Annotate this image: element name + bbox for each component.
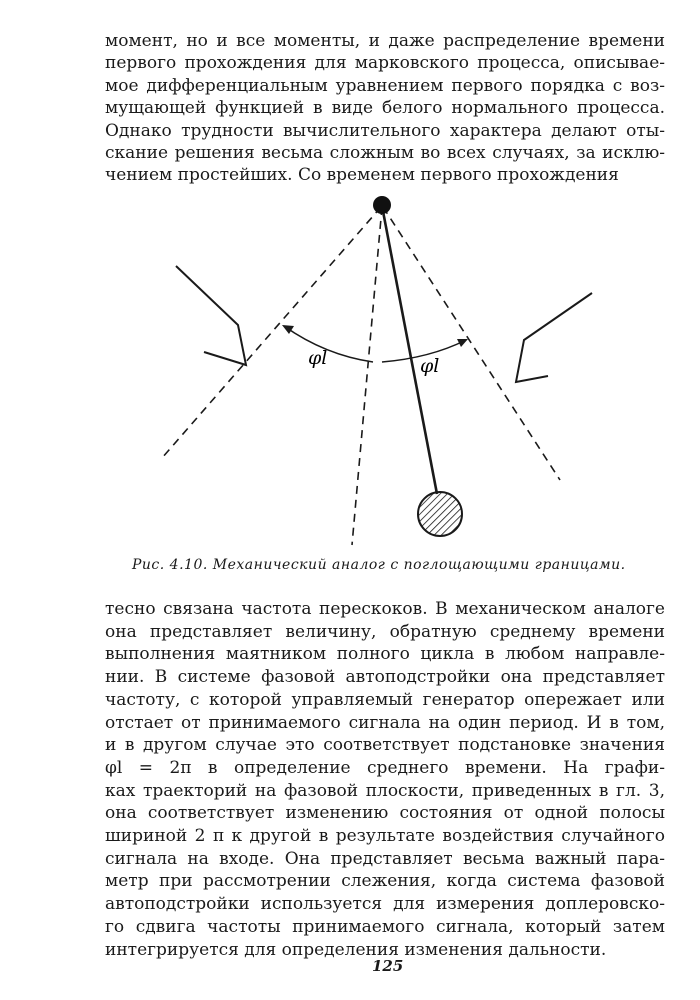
text-line: го сдвига частоты принимаемого сигнала, который затем	[105, 916, 665, 937]
text-line: она представляет величину, обратную среднему времени	[105, 621, 665, 642]
pendulum-figure	[100, 185, 700, 555]
angle-label-right: φl	[420, 355, 440, 377]
text-line: сигнала на входе. Она представляет весьма важный пара-	[105, 848, 665, 869]
text-line: нии. В системе фазовой автоподстройки она представляет	[105, 667, 665, 688]
pivot-point	[373, 196, 391, 214]
text-line: первого прохождения для марковского процесса, описывае-	[105, 53, 665, 74]
text-line: Однако трудности вычислительного характера делают оты-	[105, 120, 665, 141]
right-absorbing-barrier	[516, 293, 592, 382]
top-paragraph	[105, 30, 665, 187]
text-line: интегрируется для определения изменения дальности.	[105, 939, 607, 960]
angle-label-left: φl	[308, 347, 328, 369]
figure-caption: Рис. 4.10. Механический аналог с поглощающими границами.	[132, 557, 626, 573]
text-line: ках траекторий на фазовой плоскости, приведенных в гл. 3,	[105, 780, 665, 801]
text-line: отстает от принимаемого сигнала на один период. И в том,	[105, 712, 665, 733]
pendulum-bob	[418, 492, 462, 536]
text-line: мое дифференциальным уравнением первого порядка с воз-	[105, 75, 665, 96]
vertical-reference-line	[352, 207, 382, 545]
text-line: метр при рассмотрении слежения, когда система фазовой	[105, 871, 665, 892]
left-arrow-head	[282, 325, 294, 334]
text-line: скание решения весьма сложным во всех случаях, за исклю-	[105, 143, 665, 164]
page-number: 125	[372, 957, 404, 975]
left-boundary-line	[162, 207, 381, 458]
text-line: мущающей функцией в виде белого нормального процесса.	[105, 98, 665, 119]
text-line: она соответствует изменению состояния от одной полосы	[105, 803, 665, 824]
text-line: чением простейших. Со временем первого прохождения	[105, 165, 619, 186]
text-line: и в другом случае это соответствует подстановке значения	[105, 735, 665, 756]
bottom-paragraph	[105, 598, 665, 961]
text-line: выполнения маятником полного цикла в любом направле-	[105, 644, 665, 665]
left-angle-arc	[284, 326, 373, 362]
text-line: момент, но и все моменты, и даже распределение времени	[105, 31, 665, 51]
text-line: частоту, с которой управляемый генератор опережает или	[105, 689, 665, 710]
left-absorbing-barrier	[176, 266, 246, 365]
text-line: φl = 2π в определение среднего времени. На графи-	[105, 757, 665, 778]
text-line: шириной 2 π к другой в результате воздействия случайного	[105, 826, 665, 847]
text-line: автоподстройки используется для измерения доплеровско-	[105, 894, 665, 915]
text-line: тесно связана частота перескоков. В механическом аналоге	[105, 599, 665, 619]
